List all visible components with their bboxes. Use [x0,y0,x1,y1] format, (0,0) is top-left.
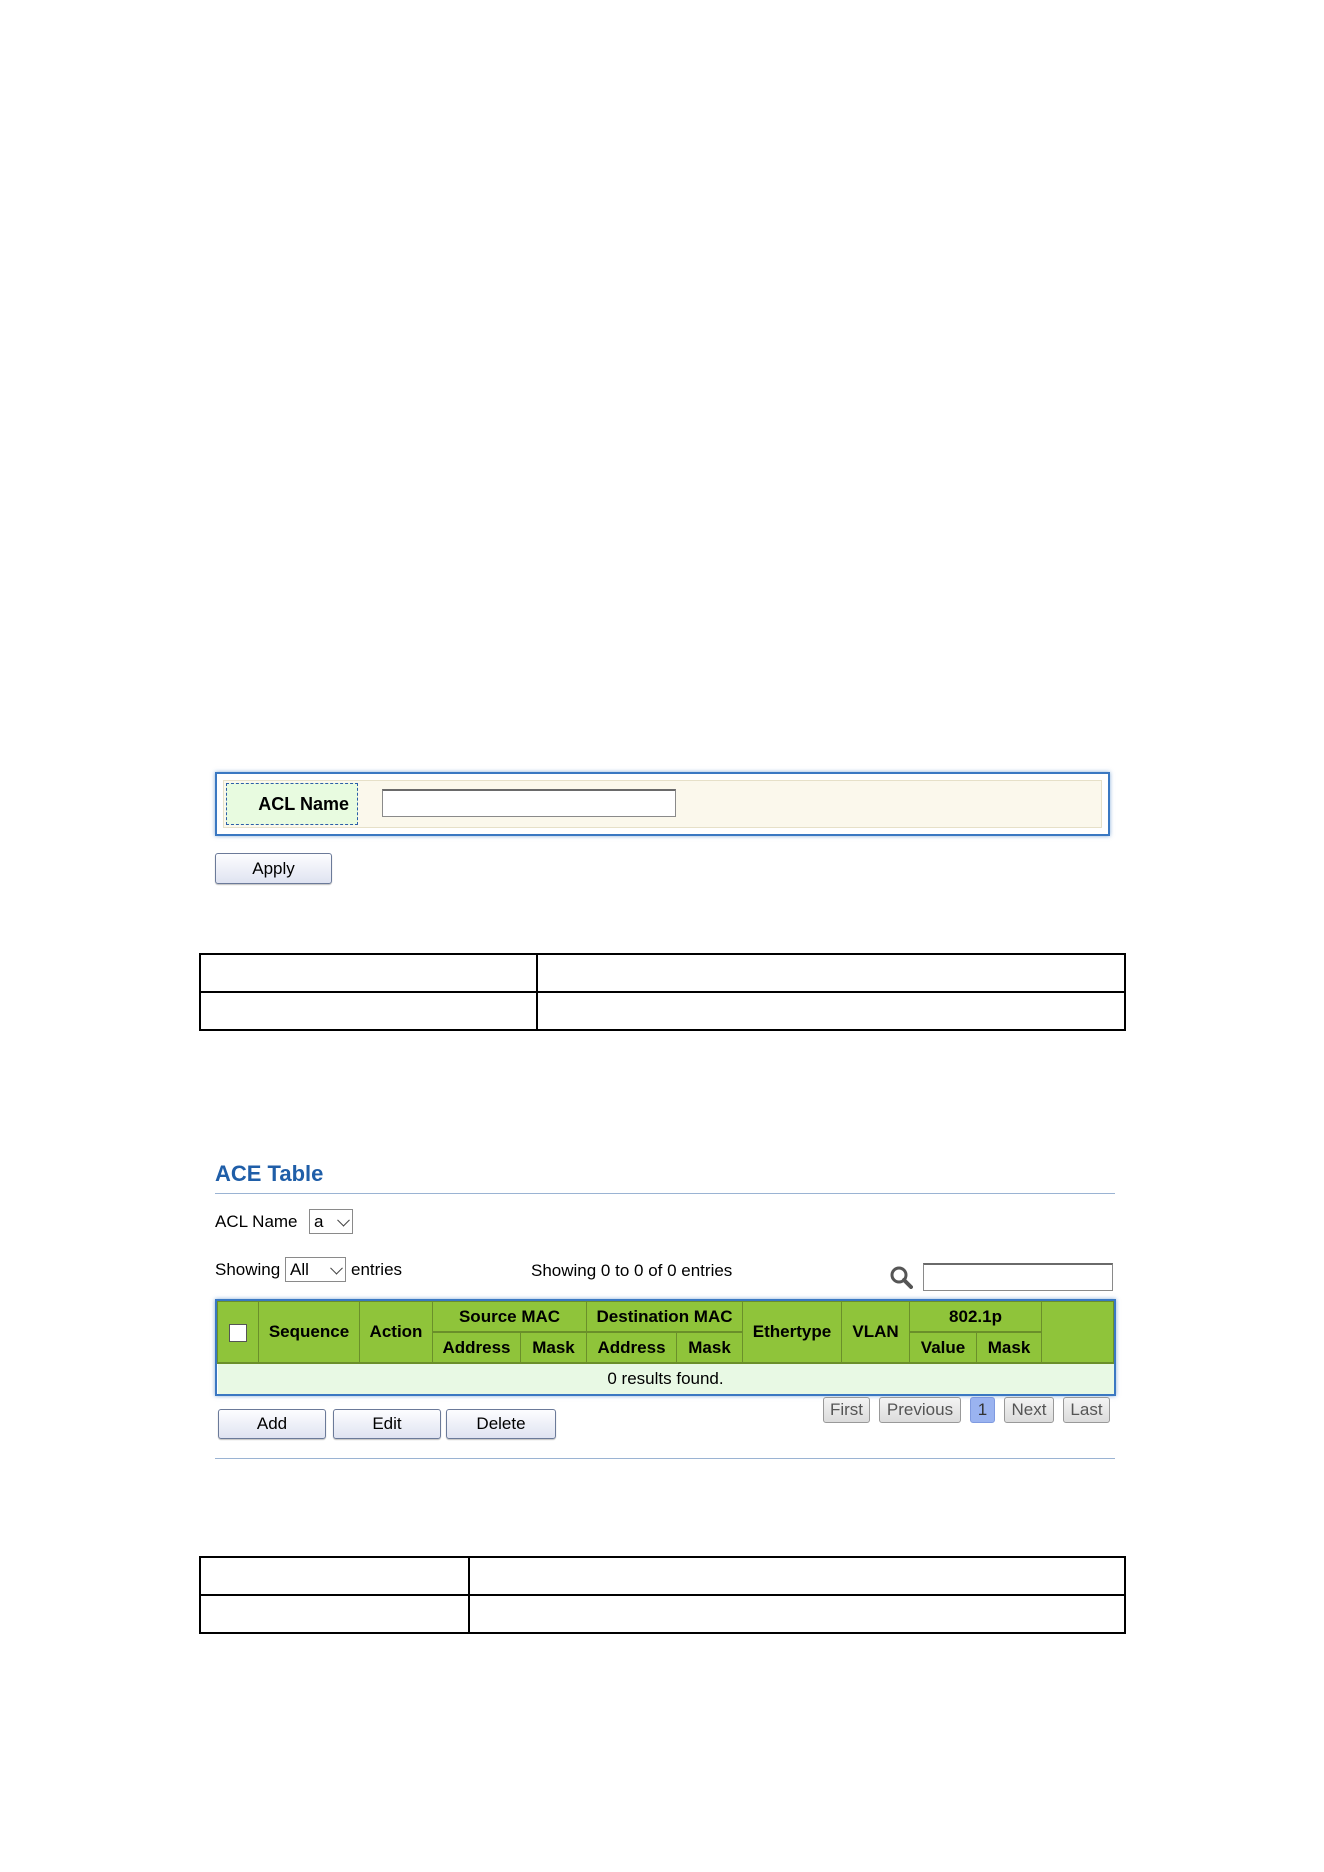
table-row [200,1595,1125,1633]
table-cell [200,1557,469,1595]
entries-info: Showing 0 to 0 of 0 entries [531,1261,733,1280]
last-page-button[interactable]: Last [1063,1397,1110,1423]
col-ethertype[interactable]: Ethertype [743,1302,842,1364]
first-page-button[interactable]: First [823,1397,870,1423]
col-802-1p: 802.1p [910,1302,1042,1333]
table-cell [537,954,1125,992]
acl-name-form [215,772,1110,836]
doc-table-1 [199,953,1126,1031]
acl-name-select-value: a [314,1211,324,1231]
delete-button[interactable]: Delete [446,1409,556,1439]
add-button[interactable]: Add [218,1409,326,1439]
chevron-down-icon [337,1213,350,1226]
col-destination-mac-mask[interactable]: Mask [677,1332,743,1363]
search-icon[interactable] [889,1265,913,1289]
acl-name-label: ACL Name [226,783,358,825]
table-row [200,954,1125,992]
acl-name-select[interactable] [309,1209,353,1234]
current-page-button[interactable]: 1 [970,1397,995,1423]
col-sequence[interactable]: Sequence [259,1302,360,1364]
col-destination-mac-address[interactable]: Address [587,1332,677,1363]
ace-table-title: ACE Table [215,1161,324,1186]
entries-label: entries [351,1260,403,1279]
col-802-1p-mask[interactable]: Mask [977,1332,1042,1363]
table-row [218,1363,1114,1394]
previous-page-button[interactable]: Previous [879,1397,961,1423]
next-page-button[interactable]: Next [1004,1397,1054,1423]
col-source-mac-mask[interactable]: Mask [521,1332,587,1363]
showing-label: Showing [215,1260,281,1279]
col-vlan[interactable]: VLAN [842,1302,910,1364]
col-extra [1042,1302,1114,1364]
table-cell [469,1595,1125,1633]
table-cell [200,954,537,992]
table-row [200,992,1125,1030]
empty-message: 0 results found. [218,1363,1114,1394]
section-divider [215,1458,1115,1459]
col-source-mac-address[interactable]: Address [433,1332,521,1363]
table-cell [469,1557,1125,1595]
acl-name-select-label: ACL Name [215,1212,298,1231]
acl-form-body [223,780,1102,828]
apply-button[interactable]: Apply [215,853,332,884]
ace-table [215,1299,1116,1396]
acl-name-input[interactable] [382,789,676,817]
table-cell [200,1595,469,1633]
title-divider [215,1193,1115,1194]
table-cell [537,992,1125,1030]
table-cell [200,992,537,1030]
col-802-1p-value[interactable]: Value [910,1332,977,1363]
entries-select[interactable] [285,1257,346,1282]
select-all-header [218,1302,259,1364]
doc-table-2 [199,1556,1126,1634]
table-row [200,1557,1125,1595]
entries-select-value: All [290,1259,309,1279]
col-action[interactable]: Action [360,1302,433,1364]
col-destination-mac: Destination MAC [587,1302,743,1333]
edit-button[interactable]: Edit [333,1409,441,1439]
col-source-mac: Source MAC [433,1302,587,1333]
search-input[interactable] [923,1263,1113,1291]
chevron-down-icon [330,1261,343,1274]
select-all-checkbox[interactable] [229,1324,247,1342]
